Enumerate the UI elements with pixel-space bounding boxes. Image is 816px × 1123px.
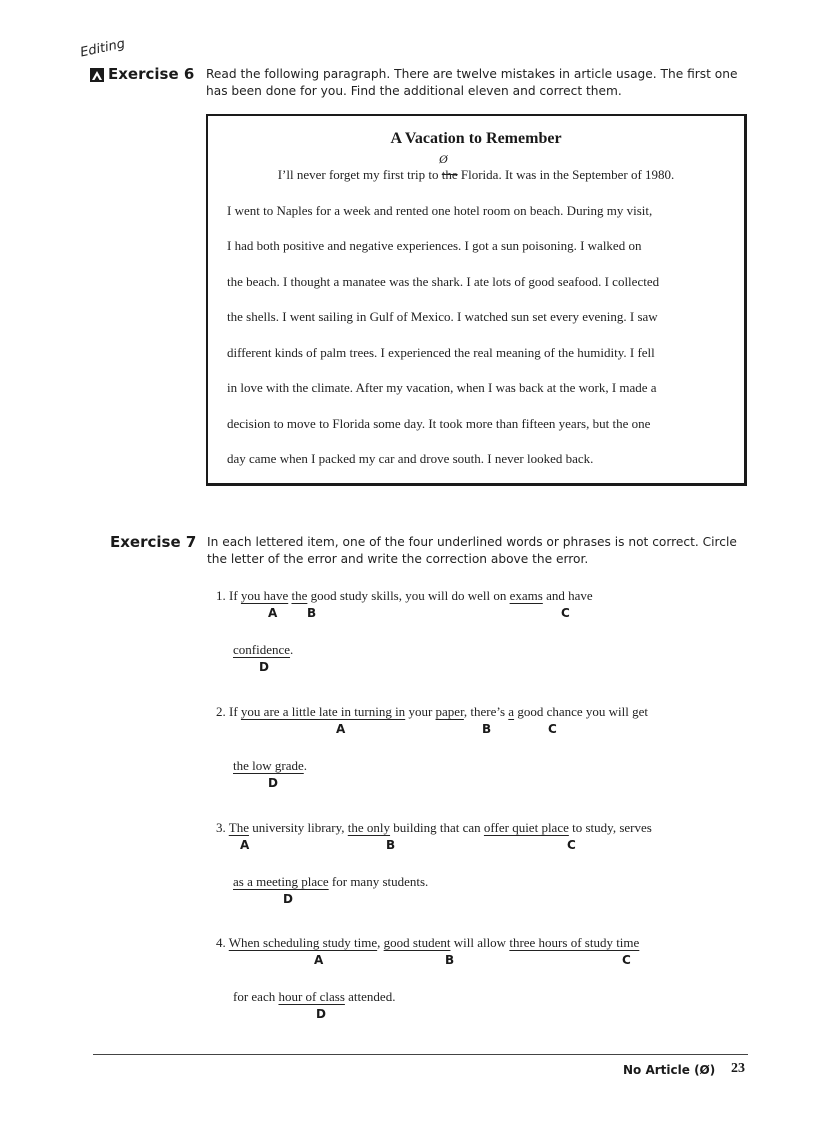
option-b-text: the only: [347, 820, 391, 835]
option-a-text: When scheduling study time: [228, 935, 378, 950]
option-d-text: the low grade: [233, 758, 304, 773]
passage-line: different kinds of palm trees. I experienced the real meaning of the humidity. I fell: [227, 345, 655, 360]
passage-line: the beach. I thought a manatee was the shark. I ate lots of good seafood. I collected: [227, 274, 660, 289]
option-d-letter[interactable]: D: [259, 660, 269, 674]
option-c-text: offer quiet place: [483, 820, 569, 835]
item-number: 4.: [216, 935, 226, 950]
option-c-letter[interactable]: C: [622, 953, 631, 967]
option-c-letter[interactable]: C: [561, 606, 570, 620]
passage-line: I had both positive and negative experiences. I got a sun poisoning. I walked on: [227, 238, 642, 253]
item-3-line-1: 3. The university library, the only building that can offer quiet place to study, serves: [216, 820, 652, 835]
passage-box: [206, 114, 747, 486]
item-2-line-2: the low grade.: [233, 758, 308, 773]
option-a-letter[interactable]: A: [314, 953, 324, 967]
option-a-text: The: [228, 820, 249, 835]
item-1-line-2: confidence.: [233, 642, 294, 657]
option-c-letter[interactable]: C: [548, 722, 557, 736]
option-d-text: hour of class: [278, 989, 345, 1004]
item-4-line-2: for each hour of class attended.: [233, 989, 396, 1004]
option-d-letter[interactable]: D: [316, 1007, 326, 1021]
exercise-6-heading: Exercise 6: [108, 65, 195, 83]
footer-rule: [93, 1054, 748, 1055]
option-c-text: three hours of study time: [509, 935, 640, 950]
option-a-letter[interactable]: A: [336, 722, 346, 736]
item-number: 3.: [216, 820, 226, 835]
option-d-letter[interactable]: D: [268, 776, 278, 790]
page-number: 23: [731, 1061, 745, 1076]
item-number: 1.: [216, 588, 226, 603]
editing-arrow-icon: [90, 68, 104, 82]
exercise-6-instructions: Read the following paragraph. There are twelve mistakes in article usage. The first one has been done for you. Find the additional eleven and correct them.: [206, 67, 738, 98]
option-d-text: confidence: [233, 642, 291, 657]
item-2-line-1: 2. If you are a little late in turning in your paper, there’s a good chance you will get: [216, 704, 649, 719]
option-b-letter[interactable]: B: [482, 722, 492, 736]
exercise-7-instructions: In each lettered item, one of the four underlined words or phrases is not correct. Circle the letter of the error and write the correction above the error.: [207, 535, 737, 566]
option-c-letter[interactable]: C: [567, 838, 576, 852]
option-c-text: a: [508, 704, 515, 719]
item-3-line-2: as a meeting place for many students.: [233, 874, 429, 889]
item-4-line-1: 4. When scheduling study time, good student will allow three hours of study time: [216, 935, 640, 950]
passage-line: I went to Naples for a week and rented one hotel room on beach. During my visit,: [227, 203, 653, 218]
option-b-letter[interactable]: B: [307, 606, 317, 620]
correction-mark: Ø: [439, 152, 448, 166]
footer-section-label: No Article (Ø): [623, 1063, 716, 1077]
option-c-text: exams: [509, 588, 543, 603]
option-b-text: good student: [383, 935, 451, 950]
passage-line: I’ll never forget my first trip to the Florida. It was in the September of 1980.: [277, 167, 675, 182]
option-b-letter[interactable]: B: [445, 953, 455, 967]
exercise-7-heading: Exercise 7: [110, 533, 197, 551]
option-a-letter[interactable]: A: [240, 838, 250, 852]
passage-title: A Vacation to Remember: [390, 130, 562, 147]
passage-line: decision to move to Florida some day. It took more than fifteen years, but the one: [227, 416, 651, 431]
passage-line: the shells. I went sailing in Gulf of Mexico. I watched sun set every evening. I saw: [227, 309, 658, 324]
option-d-text: as a meeting place: [233, 874, 329, 889]
option-a-letter[interactable]: A: [268, 606, 278, 620]
option-d-letter[interactable]: D: [283, 892, 293, 906]
option-b-text: the: [291, 588, 308, 603]
passage-line: in love with the climate. After my vacation, when I was back at the work, I made a: [227, 380, 657, 395]
editing-label: Editing: [78, 36, 127, 61]
item-number: 2.: [216, 704, 226, 719]
item-1-line-1: 1. If you have the good study skills, you will do well on exams and have: [216, 588, 593, 603]
option-b-text: paper: [435, 704, 464, 719]
option-a-text: you are a little late in turning in: [240, 704, 406, 719]
option-a-text: you have: [240, 588, 289, 603]
passage-line: day came when I packed my car and drove south. I never looked back.: [227, 451, 594, 466]
struck-article: the: [441, 167, 458, 182]
option-b-letter[interactable]: B: [386, 838, 396, 852]
